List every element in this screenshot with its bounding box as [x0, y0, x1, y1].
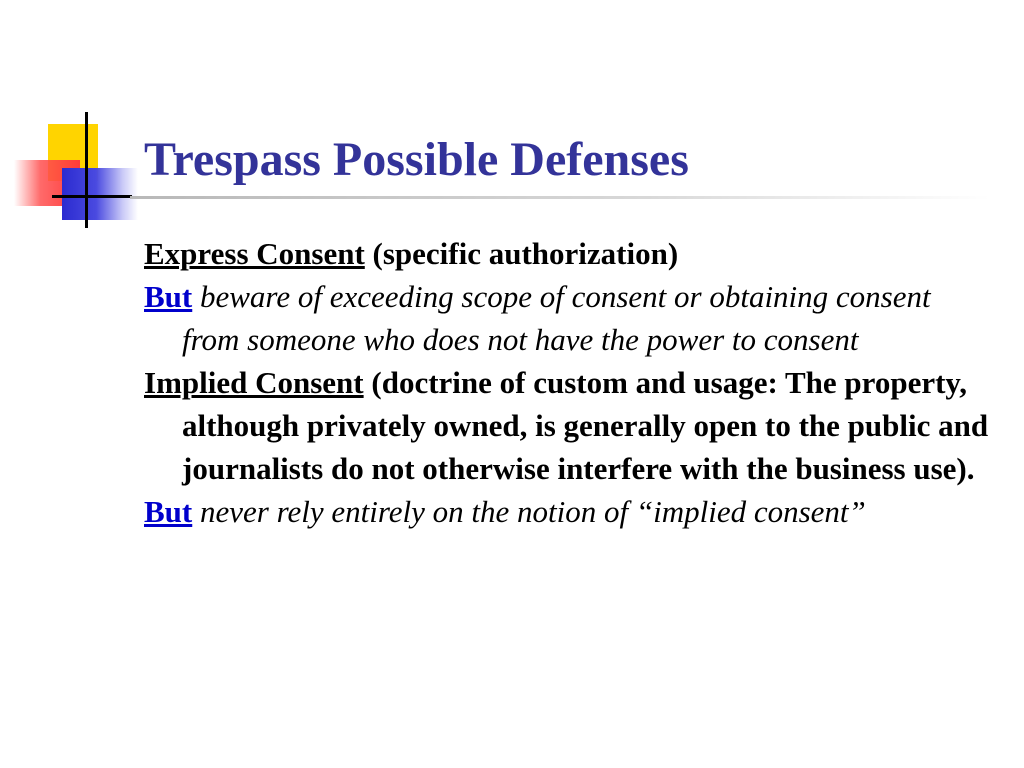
logo-blue-block — [62, 168, 138, 220]
slide-body — [144, 232, 994, 533]
title-underline-rule — [130, 196, 990, 199]
but-keyword-1: But — [144, 279, 193, 314]
implied-consent-paragraph — [144, 361, 994, 490]
express-consent-paragraph — [144, 232, 994, 275]
slide-title: Trespass Possible Defenses — [144, 133, 689, 186]
implied-consent-caution-text: never rely entirely on the notion of “implied consent” — [192, 494, 866, 529]
logo-vertical-line — [85, 112, 88, 228]
express-consent-term: Express Consent — [144, 236, 365, 271]
implied-consent-term: Implied Consent — [144, 365, 364, 400]
express-consent-caution — [144, 275, 994, 361]
logo-horizontal-line — [52, 195, 132, 198]
implied-consent-caution — [144, 490, 994, 533]
express-consent-detail: (specific authorization) — [364, 236, 679, 271]
but-keyword-2: But — [144, 494, 193, 529]
implied-consent-detail: (doctrine of custom and usage: The property, although privately owned, is generally open to the public and journalists do not otherwise interfere with the business use). — [182, 365, 989, 486]
express-consent-caution-text: beware of exceeding scope of consent or obtaining consent from someone who does not have the power to consent — [182, 279, 931, 357]
